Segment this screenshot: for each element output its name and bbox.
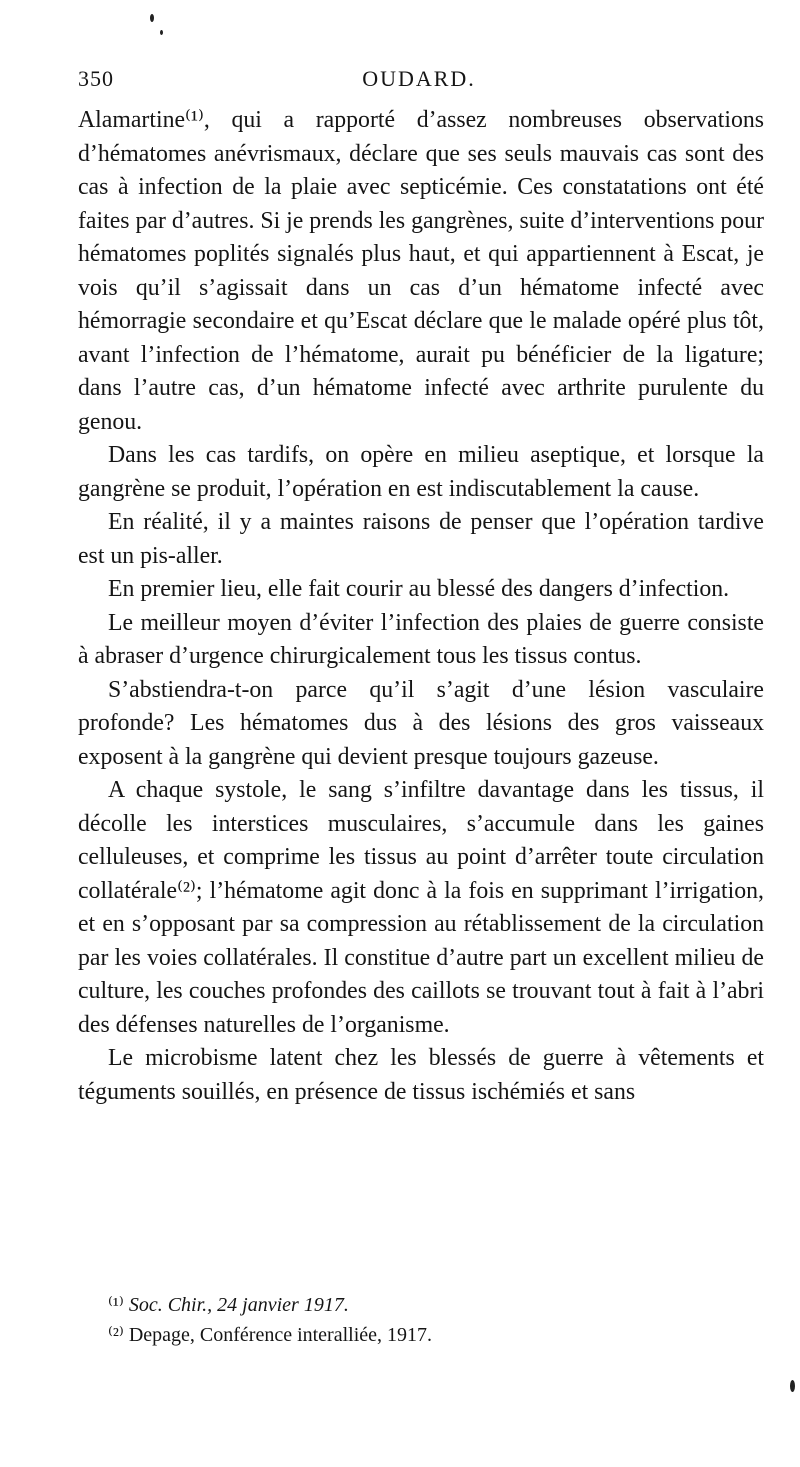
footnote-mark: ⁽²⁾ bbox=[108, 1324, 124, 1346]
footnote-text: Depage, Conférence interalliée, 1917. bbox=[128, 1324, 433, 1346]
paragraph: En premier lieu, elle fait courir au blessé des dangers d’infection. bbox=[108, 576, 730, 602]
footnote-mark: ⁽¹⁾ bbox=[108, 1294, 124, 1316]
paragraph: S’abstiendra-t-on parce qu’il s’agit d’une lésion vasculaire profonde? Les hématomes dus à des lésions des gros vaisseaux exposent à la gangrène qui devient presque toujours gazeuse. bbox=[78, 676, 764, 770]
paragraph: A chaque systole, le sang s’infiltre davantage dans les tissus, il décolle les interstices musculaires, s’accumule dans les gaines celluleuses, et comprime les tissus au point d’arrêter toute circulation collatérale⁽²⁾; l’hématome agit donc à la fois en supprimant l’irrigation, et en s’opposant par sa compression au rétablissement de la circulation par les voies collatérales. Il constitue d’autre part un excellent milieu de culture, les couches profondes des caillots se trouvant tout à fait à l’abri des défenses naturelles de l’organisme. bbox=[78, 777, 764, 1038]
scan-speck bbox=[160, 30, 163, 35]
paragraph: Alamartine⁽¹⁾, qui a rapporté d’assez nombreuses observations d’hématomes anévrismaux, déclare que ses seuls mauvais cas sont des cas à infection de la plaie avec septicémie. Ces constatations ont été faites par d’autres. Si je prends les gangrènes, suite d’interventions pour hématomes poplités signalés plus haut, et qui appartiennent à Escat, je vois qu’il s’agissait dans un cas d’un hématome infecté avec hémorragie secondaire et qu’Escat déclare que le malade opéré plus tôt, avant l’infection de l’hématome, aurait pu bénéficier de la ligature; dans l’autre cas, d’un hématome infecté avec arthrite purulente du genou. bbox=[78, 107, 764, 435]
footnotes bbox=[80, 1290, 760, 1350]
running-head: OUDARD. bbox=[362, 66, 476, 91]
paragraph: En réalité, il y a maintes raisons de penser que l’opération tardive est un pis-aller. bbox=[78, 509, 764, 569]
scan-speck bbox=[150, 14, 154, 22]
paragraph: Le meilleur moyen d’éviter l’infection des plaies de guerre consiste à abraser d’urgence chirurgicalement tous les tissus contus. bbox=[78, 609, 764, 669]
page-number: 350 bbox=[78, 66, 114, 91]
scan-speck bbox=[790, 1380, 795, 1392]
footnote bbox=[80, 1290, 760, 1320]
footnote bbox=[80, 1320, 760, 1350]
page-header bbox=[78, 66, 760, 96]
body-text bbox=[78, 104, 764, 1109]
footnote-text: Soc. Chir., 24 janvier 1917. bbox=[128, 1294, 349, 1316]
paragraph: Dans les cas tardifs, on opère en milieu aseptique, et lorsque la gangrène se produit, l’opération en est indiscutablement la cause. bbox=[78, 442, 764, 502]
paragraph: Le microbisme latent chez les blessés de guerre à vêtements et téguments souillés, en présence de tissus ischémiés et sans bbox=[78, 1045, 764, 1105]
